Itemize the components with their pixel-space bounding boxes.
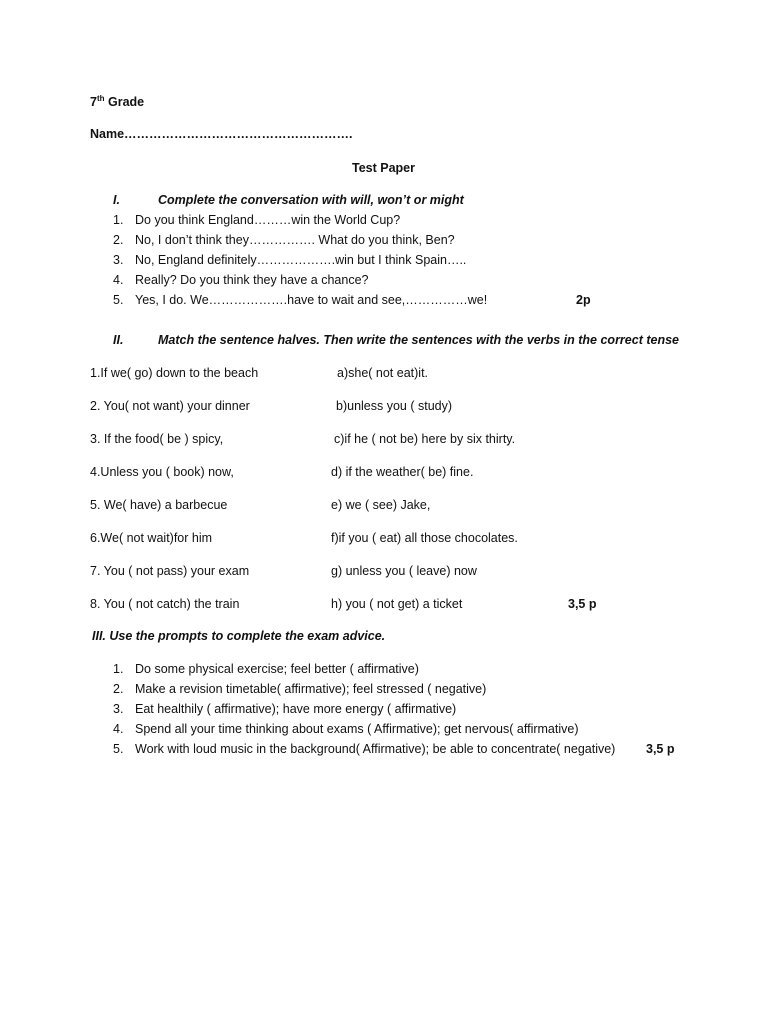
- section1-item-text: Yes, I do. We……………….have to wait and see,……………we!: [135, 293, 488, 307]
- match-right: b)unless you ( study): [336, 399, 453, 413]
- section2-points: 3,5 p: [568, 597, 597, 611]
- section3-item-text: Spend all your time thinking about exams ( Affirmative); get nervous( affirmative): [135, 722, 579, 736]
- section1-item-number: 5.: [113, 293, 124, 307]
- section1-item-text: No, England definitely……………….win but I think Spain…..: [135, 253, 467, 267]
- section3-item-number: 2.: [113, 682, 124, 696]
- match-left: 2. You( not want) your dinner: [90, 399, 250, 413]
- grade-number: 7: [90, 95, 97, 109]
- section3-item-text: Eat healthily ( affirmative); have more energy ( affirmative): [135, 702, 457, 716]
- section1-item-number: 3.: [113, 253, 124, 267]
- section2-instruction: Match the sentence halves. Then write the sentences with the verbs in the correct tense: [158, 333, 679, 347]
- match-right: d) if the weather( be) fine.: [331, 465, 474, 479]
- section1-item-number: 1.: [113, 213, 124, 227]
- section1-item-text: Do you think England………win the World Cup?: [135, 213, 401, 227]
- section1-item-text: No, I don’t think they……………. What do you think, Ben?: [135, 233, 455, 247]
- match-left: 1.If we( go) down to the beach: [90, 366, 259, 380]
- section1-item-number: 4.: [113, 273, 124, 287]
- section1-numeral: I.: [113, 193, 120, 207]
- section1-item-number: 2.: [113, 233, 124, 247]
- section2-numeral: II.: [113, 333, 124, 347]
- match-left: 4.Unless you ( book) now,: [90, 465, 234, 479]
- section3-item-text: Do some physical exercise; feel better ( affirmative): [135, 662, 419, 676]
- section1-instruction: Complete the conversation with will, won’t or might: [158, 193, 464, 207]
- section3-item-number: 3.: [113, 702, 124, 716]
- section3-item-text: Work with loud music in the background( Affirmative); be able to concentrate( negative): [135, 742, 616, 756]
- section3-item-number: 5.: [113, 742, 124, 756]
- section3-heading: III. Use the prompts to complete the exam advice.: [92, 629, 386, 643]
- match-left: 7. You ( not pass) your exam: [90, 564, 250, 578]
- grade-superscript: th: [96, 94, 105, 103]
- section3-item-text: Make a revision timetable( affirmative); feel stressed ( negative): [135, 682, 487, 696]
- match-right: h) you ( not get) a ticket: [331, 597, 463, 611]
- section3-points: 3,5 p: [646, 742, 675, 756]
- section1-item-text: Really? Do you think they have a chance?: [135, 273, 369, 287]
- section3-item-number: 4.: [113, 722, 124, 736]
- name-line: Name……………………………………………….: [90, 127, 353, 141]
- match-left: 3. If the food( be ) spicy,: [90, 432, 224, 446]
- match-right: f)if you ( eat) all those chocolates.: [331, 531, 518, 545]
- section1-points: 2p: [576, 293, 591, 307]
- match-right: c)if he ( not be) here by six thirty.: [334, 432, 516, 446]
- match-left: 8. You ( not catch) the train: [90, 597, 240, 611]
- grade-label: [90, 94, 144, 110]
- match-right: a)she( not eat)it.: [337, 366, 429, 380]
- page-title: Test Paper: [352, 161, 415, 175]
- match-left: 5. We( have) a barbecue: [90, 498, 228, 512]
- grade-word: Grade: [108, 95, 145, 109]
- match-right: e) we ( see) Jake,: [331, 498, 431, 512]
- section3-item-number: 1.: [113, 662, 124, 676]
- match-left: 6.We( not wait)for him: [90, 531, 213, 545]
- match-right: g) unless you ( leave) now: [331, 564, 477, 578]
